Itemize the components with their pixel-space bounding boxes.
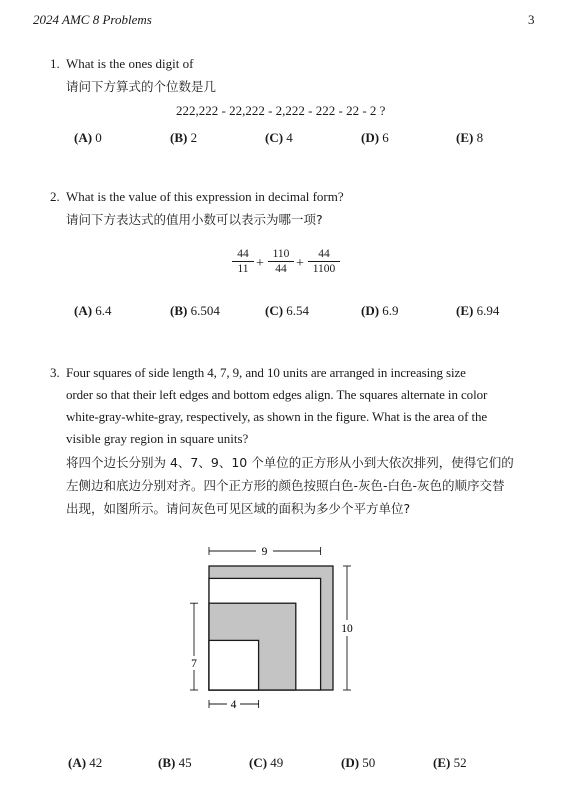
problem-text-zh: 请问下方表达式的值用小数可以表示为哪一项? [66,212,323,227]
problem-text-zh: 左侧边和底边分别对齐。四个正方形的颜色按照白色-灰色-白色-灰色的顺序交替 [66,478,505,493]
page-number: 3 [528,12,535,27]
choice-b[interactable]: (B) 2 [170,130,198,145]
answer-choices [0,755,574,773]
choice-e[interactable]: (E) 6.94 [456,303,500,318]
plus-operator: + [256,256,264,271]
choice-d[interactable]: (D) 50 [341,755,376,770]
plus-operator: + [296,256,304,271]
problem-text-line: visible gray region in square units? [66,431,249,446]
fraction-1: 44 11 [232,248,254,275]
answer-choices [0,130,574,148]
problem-text-line: What is the value of this expression in decimal form? [66,189,344,204]
label-4: 4 [230,699,237,711]
dimension-left [190,603,198,690]
choice-c[interactable]: (C) 6.54 [265,303,310,318]
choice-e[interactable]: (E) 8 [456,130,484,145]
choice-c[interactable]: (C) 49 [249,755,284,770]
label-9: 9 [261,546,268,558]
choice-c[interactable]: (C) 4 [265,130,293,145]
problem-text-line: order so that their left edges and bottom edges align. The squares alternate in color [66,387,488,402]
problem-text-line: What is the ones digit of [66,56,194,71]
problem-text-line: white-gray-white-gray, respectively, as shown in the figure. What is the area of the [66,409,488,424]
problem-text-line: Four squares of side length 4, 7, 9, and 10 units are arranged in increasing size [66,365,466,380]
label-7: 7 [191,658,197,670]
problem-text-zh: 出现，如图所示。请问灰色可见区域的面积为多少个平方单位? [66,501,411,516]
answer-choices [0,303,574,321]
problem-number: 3. [50,365,60,380]
dimension-right [341,566,353,690]
square-4-white [209,640,259,690]
label-10: 10 [341,623,353,635]
choice-b[interactable]: (B) 6.504 [170,303,220,318]
choice-a[interactable]: (A) 0 [74,130,102,145]
choice-b[interactable]: (B) 45 [158,755,192,770]
problem-number: 1. [50,56,60,71]
fraction-2: 110 44 [268,248,294,275]
dimension-bottom [209,699,259,711]
fraction-3: 44 1100 [308,248,340,275]
dimension-top [209,546,321,558]
problem-text-zh: 将四个边长分别为 4、7、9、10 个单位的正方形从小到大依次排列，使得它们的 [66,455,514,470]
choice-d[interactable]: (D) 6.9 [361,303,399,318]
choice-a[interactable]: (A) 42 [68,755,103,770]
problem-number: 2. [50,189,60,204]
choice-a[interactable]: (A) 6.4 [74,303,112,318]
choice-d[interactable]: (D) 6 [361,130,389,145]
page-header-title: 2024 AMC 8 Problems [33,12,152,27]
squares-figure [180,540,380,725]
problem-text-zh: 请问下方算式的个位数是几 [66,79,217,94]
problem-expression: 222,222 - 22,222 - 2,222 - 222 - 22 - 2 ? [176,103,386,118]
choice-e[interactable]: (E) 52 [433,755,467,770]
